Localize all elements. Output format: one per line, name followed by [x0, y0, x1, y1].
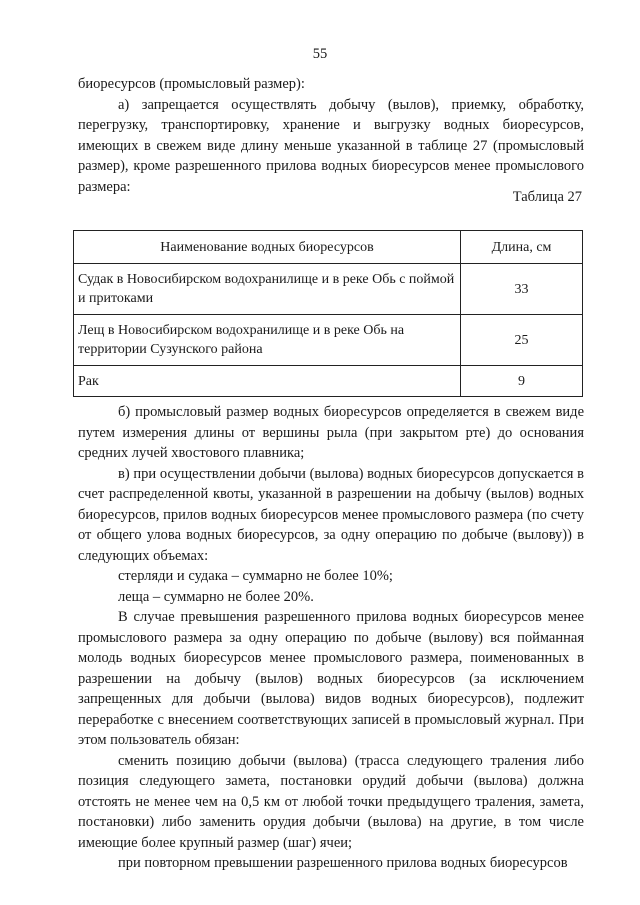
paragraph-repeat: при повторном превышении разрешенного прилова водных биоресурсов [118, 855, 568, 871]
header-name: Наименование водных биоресурсов [74, 231, 461, 264]
table-row [74, 264, 583, 315]
cell-name: Судак в Новосибирском водохранилище и в реке Обь с поймой и притоками [74, 264, 461, 315]
body-block [78, 402, 584, 874]
cell-name: Рак [74, 366, 461, 397]
paragraph-change: сменить позицию добычи (вылова) (трасса следующего траления либо позиция следующего замета, постановки орудий добычи (вылова) должна отстоять не менее чем на 0,5 км от любой точки предыдущего траления, замета, постановки) либо заменить орудия добычи (вылова) на другие, в том числе имеющие более крупный размер (шаг) ячеи; [78, 752, 584, 851]
paragraph-exceed: В случае превышения разрешенного прилова водных биоресурсов менее промыслового размера за одну операцию по добыче (вылову) вся пойманная молодь водных биоресурсов менее промыслового размера, поименованных в разрешении на добычу (вылов) водных биоресурсов (за исключением запрещенных для добычи (вылова) видов водных биоресурсов), подлежит переработке с внесением соответствующих записей в промысловый журнал. При этом пользователь обязан: [78, 609, 584, 748]
paragraph-v: в) при осуществлении добычи (вылова) водных биоресурсов допускается в счет распределенной квоты, указанной в разрешении на добычу (вылов) водных биоресурсов, прилов водных биоресурсов менее промыслового размера (по счету от общего улова водных биоресурсов, за одну операцию по добыче (вылову)) в следующих объемах: [78, 465, 584, 564]
table-row [74, 366, 583, 397]
intro-block [78, 74, 584, 197]
bream-line: леща – суммарно не более 20%. [118, 588, 314, 605]
sterlet-line: стерляди и судака – суммарно не более 10%; [118, 568, 393, 584]
cell-length: 25 [461, 315, 583, 366]
page-number: 55 [312, 46, 328, 62]
cell-name: Лещ в Новосибирском водохранилище и в реке Обь на территории Сузунского района [74, 315, 461, 366]
table-row [74, 315, 583, 366]
cell-length: 33 [461, 264, 583, 315]
table-header-row [74, 231, 583, 264]
size-table [73, 230, 583, 397]
intro-line: биоресурсов (промысловый размер): [78, 76, 305, 92]
cell-length: 9 [461, 366, 583, 397]
paragraph-a: а) запрещается осуществлять добычу (вылов), приемку, обработку, перегрузку, транспортировку, хранение и выгрузку водных биоресурсов, имеющих в свежем виде длину меньше указанной в таблице 27 (промысловый размер), кроме разрешенного прилова водных биоресурсов менее промыслового размера: [78, 96, 584, 195]
paragraph-b: б) промысловый размер водных биоресурсов определяется в свежем виде путем измерения длины от вершины рыла (при закрытом рте) до основания средних лучей хвостового плавника; [78, 404, 584, 461]
header-length: Длина, см [461, 231, 583, 264]
table-caption: Таблица 27 [512, 189, 582, 205]
